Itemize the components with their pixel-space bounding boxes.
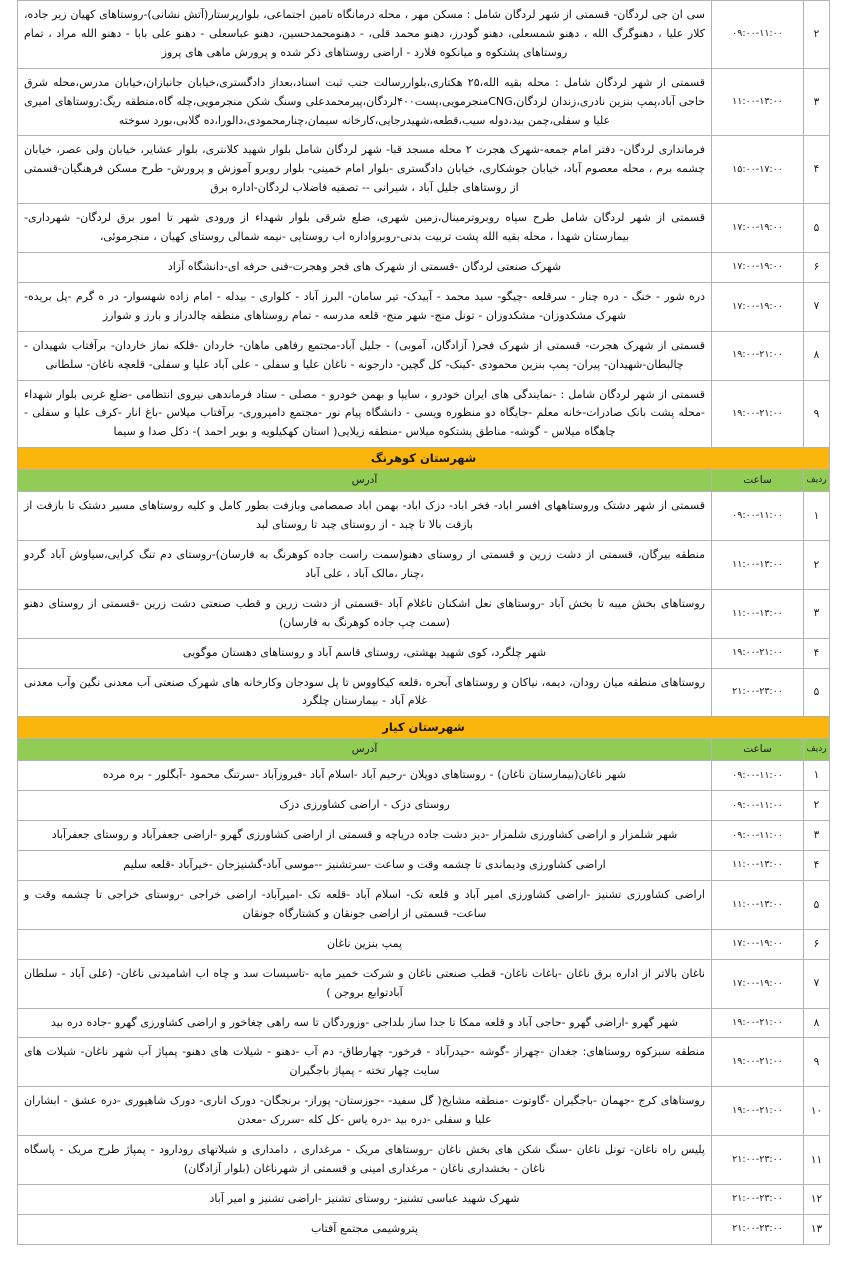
cell-time-range: ۰۹:۰۰-۱۱:۰۰	[712, 1, 804, 69]
cell-address: سی ان جی لردگان- قسمتی از شهر لردگان شامل : مسکن مهر ، محله درمانگاه تامین اجتماعی، بلوارپرستار(آتش نشانی)-روستاهای کهیان زیر جاده، کلار علیا ، دهنوگرگ الله ، دهنو شمسعلی، دهنو گودرز، دهنو محمد قلی، - دهنومحمدحسین، دهنو عباسعلی - دهنو علی بابا - دهنو الله مراد ، تمام روستاهای پشتکوه و میانکوه فلارد - اراضی روستاهای ذکر شده و پرورش ماهی های پروز	[18, 1, 712, 69]
cell-time-range: ۱۹:۰۰-۲۱:۰۰	[712, 1008, 804, 1038]
table-row	[18, 252, 830, 282]
cell-time-range: ۱۱:۰۰-۱۳:۰۰	[712, 589, 804, 638]
cell-time-range: ۲۱:۰۰-۲۳:۰۰	[712, 1136, 804, 1185]
table-row	[18, 282, 830, 331]
table-row	[18, 638, 830, 668]
table-row	[18, 791, 830, 821]
cell-time-range: ۲۱:۰۰-۲۳:۰۰	[712, 1184, 804, 1214]
cell-address: اراضی کشاورزی تشنیز -اراضی کشاورزی امیر آباد و قلعه تک- اسلام آباد -قلعه تک -امیرآباد- اراضی خراجی -روستای خراجی تا چشمه وقت و ساعت- قسمتی از اراضی جونقان و کشتارگاه جونقان	[18, 881, 712, 930]
column-header-row-number: ردیف	[804, 739, 830, 761]
cell-time-range: ۱۹:۰۰-۲۱:۰۰	[712, 638, 804, 668]
cell-row-number: ۱۱	[804, 1136, 830, 1185]
cell-address: روستاهای منطقه میان رودان، دیمه، نیاکان و روستاهای آبحره ،قلعه کیکاووس تا پل سودجان وکارخانه های شهرک صنعتی آب معدنی نگین وآب معدنی غلام آباد - بیمارستان چلگرد	[18, 668, 712, 717]
cell-row-number: ۵	[804, 668, 830, 717]
cell-time-range: ۱۹:۰۰-۲۱:۰۰	[712, 1087, 804, 1136]
cell-time-range: ۰۹:۰۰-۱۱:۰۰	[712, 821, 804, 851]
cell-time-range: ۱۱:۰۰-۱۳:۰۰	[712, 68, 804, 136]
cell-row-number: ۳	[804, 68, 830, 136]
cell-time-range: ۱۱:۰۰-۱۳:۰۰	[712, 851, 804, 881]
cell-address: روستاهای کرج -جهمان -باجگیران -گاوتوت -منطقه مشایخ( گل سفید- -جوزستان- پوراز- برنجگان- دورک اناری- دورک شاهپوری -دره عشق - ابشاران علیا و سفلی -دره بید -دره یاس -کل کله -سررک -معدن	[18, 1087, 712, 1136]
cell-row-number: ۱۰	[804, 1087, 830, 1136]
cell-address: شهرک صنعتی لردگان -قسمتی از شهرک های فجر وهجرت-فنی حرفه ای-دانشگاه آزاد	[18, 252, 712, 282]
cell-row-number: ۶	[804, 252, 830, 282]
table-row	[18, 331, 830, 380]
cell-address: شهرک شهید عباسی تشنیز- روستای تشنیز -اراضی تشنیز و امیر آباد	[18, 1184, 712, 1214]
column-header-time: ساعت	[712, 739, 804, 761]
cell-row-number: ۳	[804, 589, 830, 638]
cell-time-range: ۱۹:۰۰-۲۱:۰۰	[712, 380, 804, 448]
cell-time-range: ۱۷:۰۰-۱۹:۰۰	[712, 282, 804, 331]
cell-address: پمپ بنزین ناغان	[18, 929, 712, 959]
cell-time-range: ۱۷:۰۰-۱۹:۰۰	[712, 204, 804, 253]
cell-time-range: ۰۹:۰۰-۱۱:۰۰	[712, 761, 804, 791]
cell-time-range: ۱۷:۰۰-۱۹:۰۰	[712, 252, 804, 282]
table-row	[18, 1136, 830, 1185]
table-row	[18, 959, 830, 1008]
table-row	[18, 851, 830, 881]
table-body	[18, 1, 830, 1245]
table-row	[18, 1214, 830, 1244]
table-row	[18, 380, 830, 448]
table-row	[18, 589, 830, 638]
table-row	[18, 1, 830, 69]
cell-time-range: ۱۷:۰۰-۱۹:۰۰	[712, 929, 804, 959]
cell-address: منطقه بیرگان، قسمتی از دشت زرین و قسمتی از روستای دهنو(سمت راست جاده کوهرنگ به فارسان)-روستای دم تنگ کرایی،سیاوش آباد گردو ،چنار ،مالک آباد ، علی آباد	[18, 541, 712, 590]
table-row	[18, 204, 830, 253]
cell-address: شهر چلگرد، کوی شهید بهشتی، روستای قاسم آباد و روستاهای دهستان موگویی	[18, 638, 712, 668]
table-row	[18, 761, 830, 791]
column-header-row	[18, 470, 830, 492]
cell-row-number: ۸	[804, 331, 830, 380]
cell-address: منطقه سبزکوه روستاهای: جغدان -چهراز -گوشه -حیدرآباد - فرخور- چهارطاق- دم آب -دهنو - شیلات های دهنو- پمپاژ آب شهر ناغان- شیلات های سایت چهار تخته - پمپاژ باجگیران	[18, 1038, 712, 1087]
cell-row-number: ۲	[804, 791, 830, 821]
cell-address: ناغان بالاتر از اداره برق ناغان -باغات ناغان- قطب صنعتی ناغان و شرکت خمیر مایه -تاسیسات سد و چاه اب اشامیدنی ناغان- (علی آباد - سلطان آبادتوابع بروجن )	[18, 959, 712, 1008]
cell-address: شهر گهرو -اراضی گهرو -حاجی آباد و قلعه ممکا تا جدا ساز بلداجی -وزوردگان تا سه راهی چغاخور و اراضی کشاورزی گهرو -جاده دره بید	[18, 1008, 712, 1038]
cell-address: شهر ناغان(بیمارستان ناغان) - روستاهای دوپلان -رحیم آباد -اسلام آباد -فیروزآباد -سرتنگ محمود -آبگلور - بره مرده	[18, 761, 712, 791]
cell-address: قسمتی از شهر لردگان شامل طرح سپاه روبروترمینال،زمین شهری، ضلع شرقی بلوار شهداء از ورودی شهر تا امور برق لردگان- شهرداری- بیمارستان شهدا ، محله بقیه الله پشت تربیت بدنی-روبرواداره اب روستایی -نیمه شمالی روستای کهیان ، منجرموئی،	[18, 204, 712, 253]
table-row	[18, 541, 830, 590]
cell-row-number: ۷	[804, 959, 830, 1008]
cell-address: قسمتی از شهرک هجرت- قسمتی از شهرک فجر( آزادگان، آموبی) - جلیل آباد-مجتمع رفاهی ماهان- خاردان -فلکه نماز خاردان- برآفتاب شهیدان - چالبطان-شهیدان- پیران- پمپ بنزین محمودی -کینک- کل گچین- دارجونه - ناغان علیا و سفلی - علی آباد علیا و سفلی- قلعچه ناغان- سلطانی	[18, 331, 712, 380]
cell-row-number: ۲	[804, 1, 830, 69]
cell-time-range: ۰۹:۰۰-۱۱:۰۰	[712, 492, 804, 541]
county-banner-label: شهرستان کیار	[18, 717, 830, 739]
table-row	[18, 881, 830, 930]
cell-row-number: ۹	[804, 1038, 830, 1087]
table-row	[18, 929, 830, 959]
cell-address: اراضی کشاورزی ودیماندی تا چشمه وقت و ساعت -سرتشنیز --موسی آباد-گشنیزجان -خیرآباد -قلعه سلیم	[18, 851, 712, 881]
table-row	[18, 136, 830, 204]
table-row	[18, 1038, 830, 1087]
cell-row-number: ۹	[804, 380, 830, 448]
cell-time-range: ۱۹:۰۰-۲۱:۰۰	[712, 1038, 804, 1087]
cell-row-number: ۱۲	[804, 1184, 830, 1214]
cell-address: قسمتی از شهر دشتک وروستاههای افسر اباد- فخر اباد- دزک اباد- بهمن اباد صمصامی وبازفت بطور کامل و کلیه روستاهای مسیر دشتک تا بازفت از بازفت بالا تا چبد - از روستای چبد تا روستای لبد	[18, 492, 712, 541]
cell-address: پتروشیمی مجتمع آفتاب	[18, 1214, 712, 1244]
cell-row-number: ۴	[804, 638, 830, 668]
cell-row-number: ۲	[804, 541, 830, 590]
table-row	[18, 1184, 830, 1214]
cell-address: شهر شلمزار و اراضی کشاورزی شلمزار -دیز دشت جاده دریاچه و قسمتی از اراضی کشاورزی گهرو -اراضی جعفرآباد و روستای جعفرآباد	[18, 821, 712, 851]
outage-schedule-table	[17, 0, 830, 1245]
county-banner-row	[18, 717, 830, 739]
table-row	[18, 668, 830, 717]
cell-time-range: ۱۹:۰۰-۲۱:۰۰	[712, 331, 804, 380]
cell-address: دره شور - خنگ - دره چنار - سرقلعه -چیگو- سید محمد - آبیدک- تیر سامان- البرز آباد - کلواری - بیدله - امام زاده شهسوار- در ه گرم -پل بریده- شهرک مشکدوزان- مشکدوزان - تونل منج- شهر منج- قلعه مدرسه - تمام روستاهای منطقه چالدراز و بارز و شوارز	[18, 282, 712, 331]
cell-row-number: ۱	[804, 761, 830, 791]
column-header-address: آدرس	[18, 470, 712, 492]
cell-row-number: ۷	[804, 282, 830, 331]
cell-address: پلیس راه ناغان- تونل ناغان -سنگ شکن های بخش ناغان -روستاهای مریک - مرغداری ، دامداری و شیلاتهای رودارود - پمپاژ طرح مریک - پاسگاه ناغان - بخشداری ناغان - مرغداری امینی و قسمتی از شهرناغان (بلوار آزادگان)	[18, 1136, 712, 1185]
cell-address: فرمانداری لردگان- دفتر امام جمعه-شهرک هجرت ۲ محله مسجد قبا- شهر لردگان شامل بلوار شهید کلانتری، بلوار عشایر، خیابان ولی عصر، خیابان چشمه برم ، محله معصوم آباد، خیابان جوشکاری، خیابان دادگستری -بلوار امام خمینی- بلوار روبرو آموزش و پرورش- طرح مسکن فرهنگیان-قسمتی از روستاهای جلیل آباد ، شیرانی -- تصفیه فاضلاب لردگان-اداره برق	[18, 136, 712, 204]
cell-address: قسمتی از شهر لردگان شامل : محله بقیه الله،۲۵ هکتاری،بلواررسالت جنب ثبت اسناد،بعداز دادگستری،خیابان جانبازان،خیابان مدرس،محله شرق حاجی آباد،پمپ بنزین نادری،زندان لردگان،CNGمنجرمویی،پست۴۰۰لردگان،پیرمحمدعلی وسنگ شکن منجرمویی،چله گاه،منطقه ریگ:روستاهای امیری علیا و سفلی،چمن بید،دوله سیب،قطعه،شهیدرجایی،کارخانه سیمان،چنارمحمودی،دالورا،ده گلابی،بورد سوخته	[18, 68, 712, 136]
cell-address: قسمتی از شهر لردگان شامل : -نمایندگی های ایران خودرو ، سایپا و بهمن خودرو - مصلی - ستاد فرماندهی نیروی انتظامی -ضلع غربی بلوار شهداء -محله پشت بانک صادرات-خانه معلم -جایگاه دو منظوره ویسی - دانشگاه پیام نور -مجتمع دامپروری- برآفتاب میلاس -باغ انار -کرف علیا و سفلی - چاهگاه میلاس - گوشه- مناطق پشتکوه میلاس -منطقه زیلایی( استان کهکیلویه و بویر احمد )- دکل صدا و سیما	[18, 380, 712, 448]
cell-address: روستاهای بخش میبه تا بخش آباد -روستاهای نعل اشکنان تاغلام آباد -قسمتی از دشت زرین و قطب صنعتی دشت زرین -قسمتی از روستای دهنو (سمت چپ جاده کوهرنگ به فارسان)	[18, 589, 712, 638]
county-banner-row	[18, 448, 830, 470]
cell-time-range: ۲۱:۰۰-۲۳:۰۰	[712, 668, 804, 717]
table-row	[18, 1087, 830, 1136]
cell-time-range: ۰۹:۰۰-۱۱:۰۰	[712, 791, 804, 821]
cell-row-number: ۸	[804, 1008, 830, 1038]
table-row	[18, 1008, 830, 1038]
cell-time-range: ۱۷:۰۰-۱۹:۰۰	[712, 959, 804, 1008]
cell-time-range: ۱۵:۰۰-۱۷:۰۰	[712, 136, 804, 204]
cell-time-range: ۱۱:۰۰-۱۳:۰۰	[712, 881, 804, 930]
cell-row-number: ۳	[804, 821, 830, 851]
cell-time-range: ۱۱:۰۰-۱۳:۰۰	[712, 541, 804, 590]
cell-time-range: ۲۱:۰۰-۲۳:۰۰	[712, 1214, 804, 1244]
column-header-row-number: ردیف	[804, 470, 830, 492]
cell-address: روستای دزک - اراضی کشاورزی دزک	[18, 791, 712, 821]
table-row	[18, 68, 830, 136]
cell-row-number: ۱۳	[804, 1214, 830, 1244]
cell-row-number: ۵	[804, 881, 830, 930]
table-row	[18, 821, 830, 851]
column-header-address: آدرس	[18, 739, 712, 761]
table-row	[18, 492, 830, 541]
cell-row-number: ۴	[804, 851, 830, 881]
column-header-row	[18, 739, 830, 761]
cell-row-number: ۶	[804, 929, 830, 959]
cell-row-number: ۵	[804, 204, 830, 253]
cell-row-number: ۱	[804, 492, 830, 541]
column-header-time: ساعت	[712, 470, 804, 492]
county-banner-label: شهرستان کوهرنگ	[18, 448, 830, 470]
cell-row-number: ۴	[804, 136, 830, 204]
